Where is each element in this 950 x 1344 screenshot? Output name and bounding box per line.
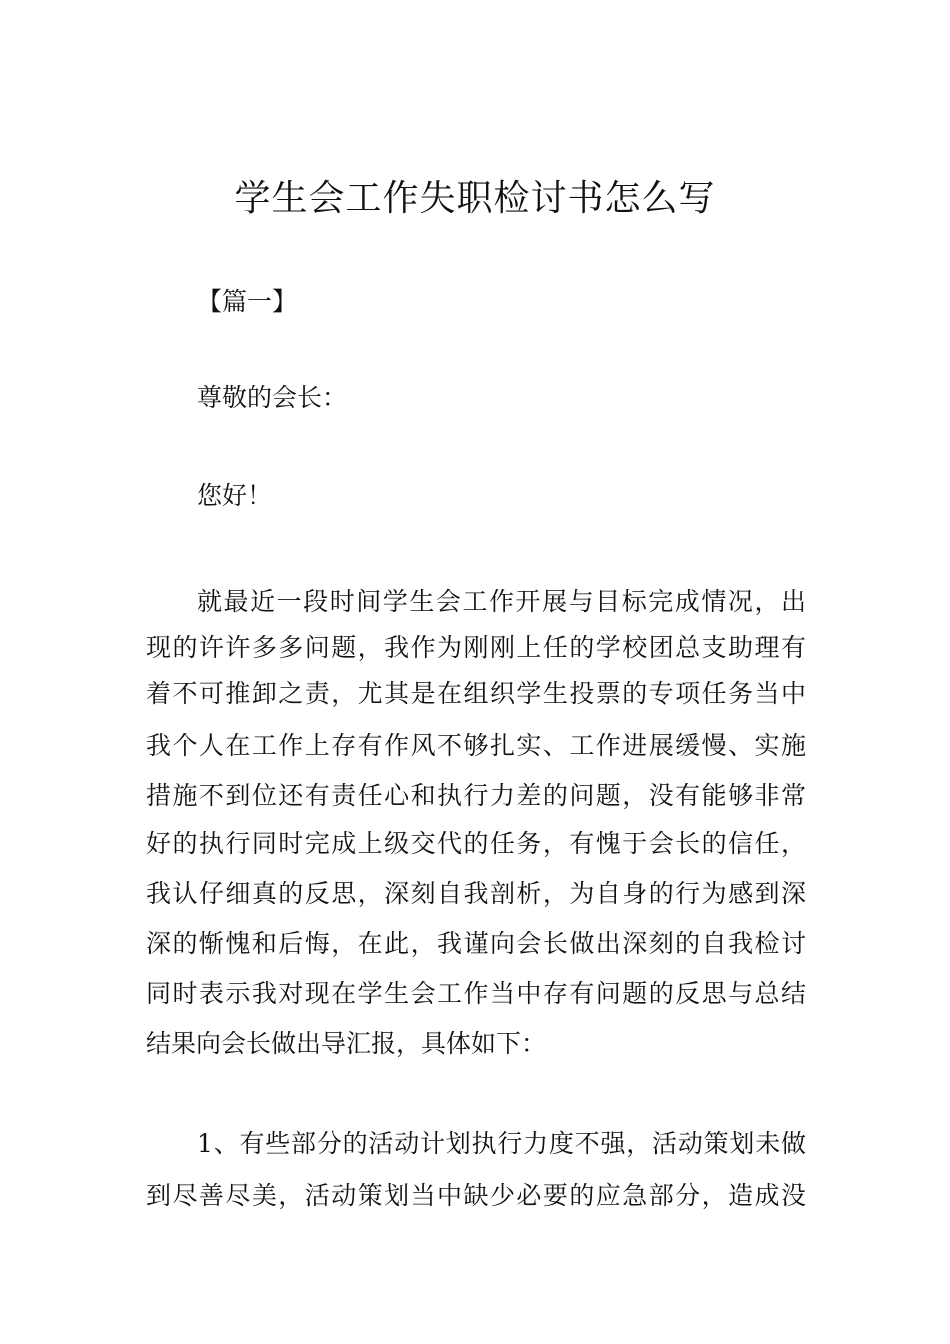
paragraph-line: 到尽善尽美，活动策划当中缺少必要的应急部分，造成没	[146, 1181, 806, 1210]
paragraph-line: 着不可推卸之责，尤其是在组织学生投票的专项任务当中	[146, 679, 806, 708]
section-label: 【篇一】	[197, 287, 298, 316]
document-title: 学生会工作失职检讨书怎么写	[234, 178, 716, 219]
salutation: 尊敬的会长：	[197, 383, 348, 412]
paragraph-line: 好的执行同时完成上级交代的任务，有愧于会长的信任，	[146, 829, 806, 858]
paragraph-line: 深的惭愧和后悔，在此，我谨向会长做出深刻的自我检讨	[146, 929, 806, 958]
greeting: 您好！	[197, 481, 273, 510]
paragraph-line: 结果向会长做出导汇报，具体如下：	[146, 1029, 547, 1058]
paragraph-line: 1、有些部分的活动计划执行力度不强，活动策划未做	[197, 1129, 806, 1158]
paragraph-line: 就最近一段时间学生会工作开展与目标完成情况，出	[197, 587, 806, 616]
paragraph-line: 现的许许多多问题，我作为刚刚上任的学校团总支助理有	[146, 633, 806, 662]
paragraph-line: 我认仔细真的反思，深刻自我剖析，为自身的行为感到深	[146, 879, 806, 908]
paragraph-line: 我个人在工作上存有作风不够扎实、工作进展缓慢、实施	[146, 731, 806, 760]
paragraph-line: 同时表示我对现在学生会工作当中存有问题的反思与总结	[146, 979, 806, 1008]
paragraph-line: 措施不到位还有责任心和执行力差的问题，没有能够非常	[146, 781, 806, 810]
